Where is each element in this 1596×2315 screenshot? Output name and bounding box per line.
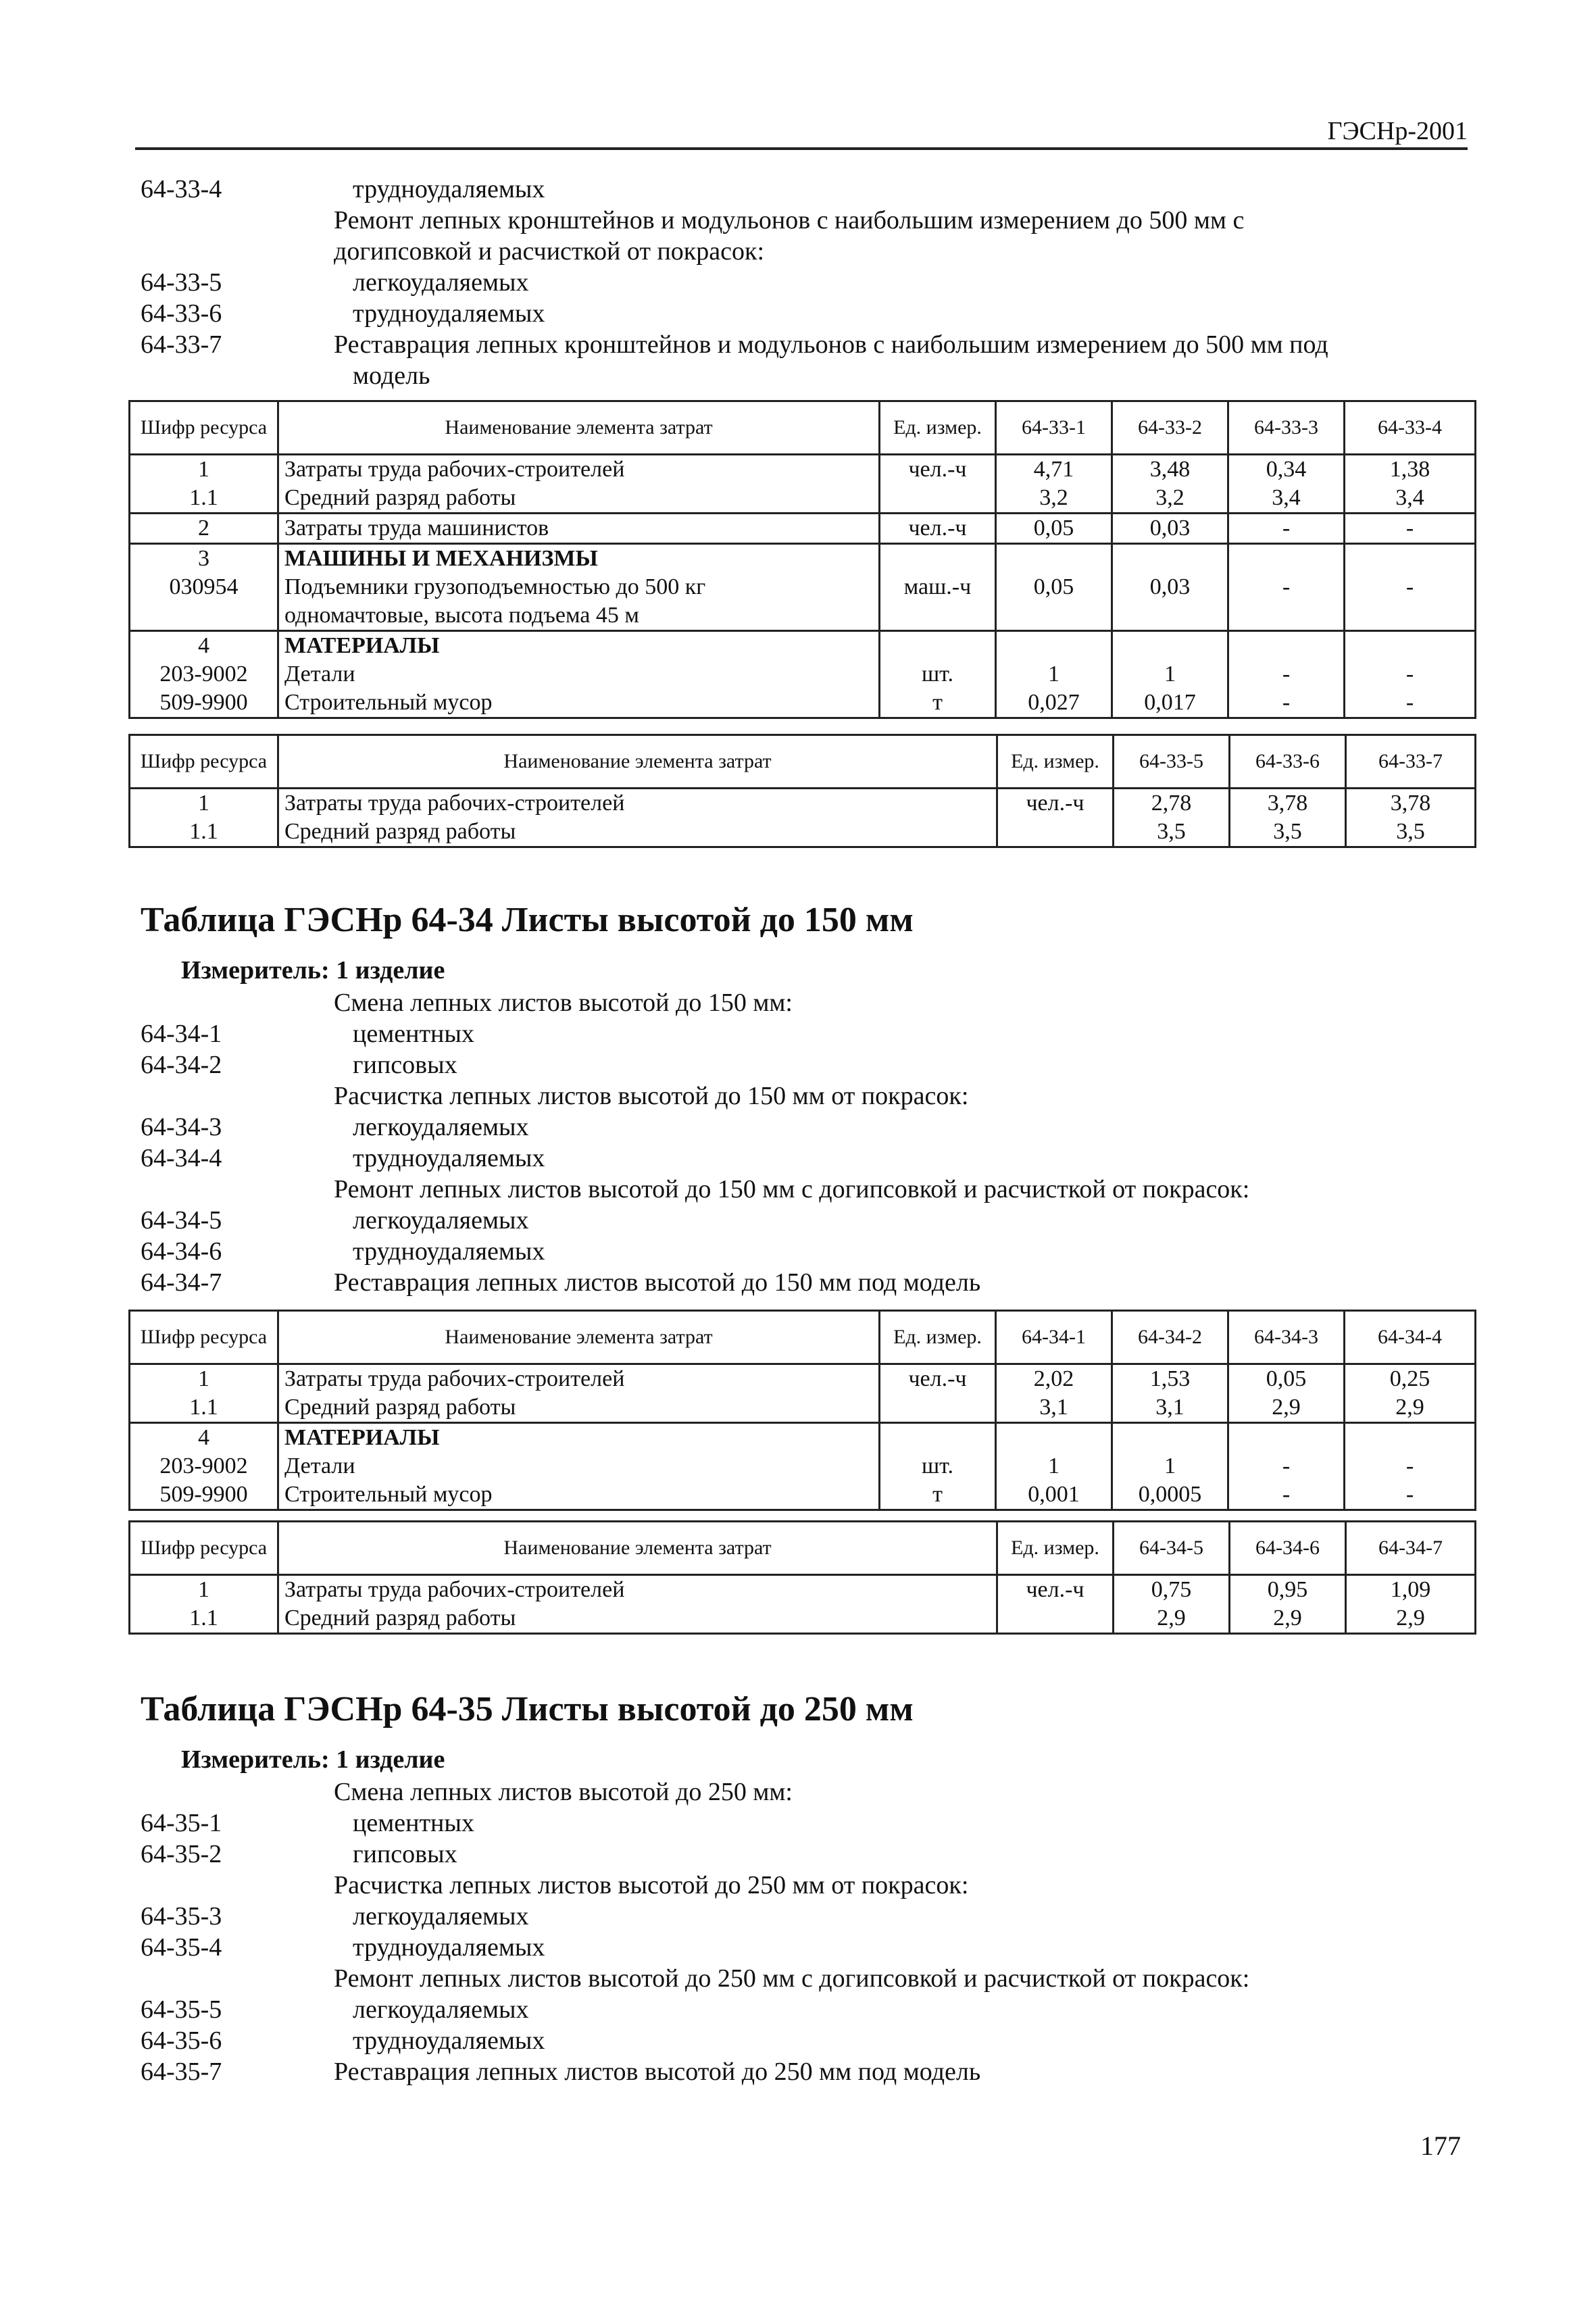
unit-value [886, 484, 989, 512]
work-item-code: 64-34-5 [141, 1206, 222, 1235]
work-item-text: легкоудаляемых [353, 1995, 529, 2024]
norm-value [1118, 632, 1222, 660]
work-item-text: легкоудаляемых [353, 1113, 529, 1141]
resource-code: 203-9002 [159, 662, 248, 687]
norm-value-cell [1112, 514, 1228, 544]
norm-value-cell [1346, 789, 1476, 847]
norm-value-cell [1112, 1423, 1228, 1510]
norm-value: - [1282, 690, 1291, 715]
work-item-text: легкоудаляемых [353, 268, 529, 297]
work-item-text: легкоудаляемых [353, 1902, 529, 1931]
norm-value-cell [1114, 789, 1230, 847]
resource-code: 1.1 [189, 1605, 218, 1631]
work-item-text: Реставрация лепных листов высотой до 150 мм под модель [334, 1268, 981, 1297]
norm-value: 0,05 [1033, 574, 1074, 599]
header-norm-column: 64-34-6 [1230, 1522, 1346, 1575]
norm-value [1351, 1424, 1469, 1452]
header-divider [135, 147, 1468, 150]
cost-element-cell [278, 455, 880, 514]
cost-element-name: Затраты труда рабочих-строителей [284, 457, 625, 482]
norm-value: 2,9 [1157, 1605, 1186, 1631]
cost-element-name: Затраты труда рабочих-строителей [284, 1366, 625, 1391]
work-item-code: 64-35-7 [141, 2058, 222, 2086]
work-item-code: 64-33-5 [141, 268, 222, 297]
work-item-code: 64-33-7 [141, 330, 222, 359]
header-unit: Ед. измер. [997, 1522, 1114, 1575]
norm-value: 2,9 [1395, 1395, 1424, 1420]
norm-value: - [1405, 574, 1414, 599]
work-item-text: гипсовых [353, 1840, 457, 1868]
unit-value [886, 601, 989, 630]
norm-value: 3,78 [1267, 791, 1308, 816]
header-cost-element: Наименование элемента затрат [278, 1311, 880, 1364]
resource-code-cell [130, 631, 278, 718]
cost-element-cell [278, 1423, 880, 1510]
norm-value-cell [996, 544, 1112, 631]
resource-code: 4 [198, 633, 209, 658]
cost-element-cell [278, 631, 880, 718]
header-norm-column: 64-34-1 [996, 1311, 1112, 1364]
cost-element-name: МАТЕРИАЛЫ [284, 1425, 440, 1450]
norm-value-cell [1112, 455, 1228, 514]
norm-value [1118, 1424, 1222, 1452]
norm-value-cell [996, 514, 1112, 544]
work-item-code: 64-35-1 [141, 1809, 222, 1837]
norm-value-cell [1230, 1575, 1346, 1634]
header-norm-column: 64-34-4 [1345, 1311, 1476, 1364]
work-item-text: Ремонт лепных листов высотой до 150 мм с догипсовкой и расчисткой от покрасок: [334, 1175, 1250, 1203]
resource-code: 1 [198, 791, 209, 816]
table-row [130, 1364, 1476, 1423]
norm-value [1118, 601, 1222, 630]
cost-element-name: одномачтовые, высота подъема 45 м [284, 603, 639, 628]
norm-value: 0,34 [1266, 457, 1307, 482]
work-item-text: цементных [353, 1809, 474, 1837]
unit-value [1003, 818, 1107, 846]
unit-value: чел.-ч [908, 457, 967, 482]
header-unit: Ед. измер. [880, 401, 996, 455]
norm-value: 0,03 [1149, 574, 1191, 599]
norm-value: - [1405, 516, 1414, 541]
cost-element-cell [278, 514, 880, 544]
norm-value: 3,78 [1390, 791, 1431, 816]
cost-element-name: Средний разряд работы [284, 1605, 516, 1631]
norm-value-cell [996, 455, 1112, 514]
norm-value [1002, 601, 1105, 630]
unit-value [1003, 1604, 1107, 1633]
cost-element-name: Детали [284, 1453, 355, 1478]
work-item-text: Смена лепных листов высотой до 250 мм: [334, 1778, 793, 1806]
table-row [130, 1423, 1476, 1510]
work-item-text: гипсовых [353, 1051, 457, 1079]
norm-value: - [1282, 574, 1291, 599]
work-item-text: Реставрация лепных листов высотой до 250 мм под модель [334, 2058, 981, 2086]
cost-element-name: Строительный мусор [284, 690, 493, 715]
resource-code: 4 [198, 1425, 209, 1450]
unit-value [886, 1424, 989, 1452]
norm-value [1351, 545, 1469, 573]
norm-value: 2,9 [1273, 1605, 1302, 1631]
norm-value: 4,71 [1033, 457, 1074, 482]
norm-value [1235, 601, 1338, 630]
header-cost-element: Наименование элемента затрат [278, 1522, 997, 1575]
work-item-text: модель [353, 362, 430, 390]
header-norm-column: 64-33-3 [1228, 401, 1345, 455]
header-resource-code: Шифр ресурса [130, 735, 278, 789]
work-item-code: 64-35-3 [141, 1902, 222, 1931]
unit-cell [880, 544, 996, 631]
norm-value: 0,03 [1149, 516, 1191, 541]
norm-value [1002, 1424, 1105, 1452]
unit-value [886, 545, 989, 573]
cost-element-name: МАШИНЫ И МЕХАНИЗМЫ [284, 546, 598, 571]
norm-value [1351, 601, 1469, 630]
resource-code: 203-9002 [159, 1453, 248, 1478]
resource-code: 1.1 [189, 485, 218, 510]
norm-value: 3,5 [1157, 819, 1186, 844]
resource-code [136, 601, 272, 630]
unit-value: маш.-ч [903, 574, 972, 599]
norm-value-cell [1114, 1575, 1230, 1634]
resource-code-cell [130, 455, 278, 514]
resource-code: 030954 [169, 574, 239, 599]
norm-value-cell [1346, 1575, 1476, 1634]
header-norm-column: 64-34-2 [1112, 1311, 1228, 1364]
unit-value [886, 632, 989, 660]
work-item-text: трудноудаляемых [353, 1144, 545, 1172]
cost-element-name: Затраты труда рабочих-строителей [284, 791, 625, 816]
cost-element-name: Средний разряд работы [284, 485, 516, 510]
header-norm-column: 64-33-4 [1345, 401, 1476, 455]
norm-table-64-33-1-4 [128, 400, 1476, 719]
work-item-code: 64-33-6 [141, 299, 222, 328]
norm-value: 1,09 [1390, 1577, 1431, 1602]
norm-value [1002, 545, 1105, 573]
norm-table-64-34-1-4 [128, 1310, 1476, 1511]
unit-cell [997, 1575, 1114, 1634]
work-item-text: цементных [353, 1020, 474, 1048]
unit-cell [880, 1364, 996, 1423]
norm-value: 2,9 [1272, 1395, 1301, 1420]
norm-value: 3,2 [1155, 485, 1184, 510]
norm-value: 3,4 [1395, 485, 1424, 510]
header-norm-column: 64-34-5 [1114, 1522, 1230, 1575]
meter-64-34: Измеритель: 1 изделие [181, 956, 445, 985]
norm-value: 0,05 [1266, 1366, 1307, 1391]
header-resource-code: Шифр ресурса [130, 401, 278, 455]
header-norm-column: 64-33-1 [996, 401, 1112, 455]
header-cost-element: Наименование элемента затрат [278, 401, 880, 455]
cost-element-name: Затраты труда рабочих-строителей [284, 1577, 625, 1602]
norm-value: 3,2 [1039, 485, 1068, 510]
unit-cell [997, 789, 1114, 847]
cost-element-cell [278, 1575, 997, 1634]
resource-code: 2 [198, 516, 209, 541]
cost-element-cell [278, 789, 997, 847]
cost-element-name: Подъемники грузоподъемностью до 500 кг [284, 574, 706, 599]
meter-64-35: Измеритель: 1 изделие [181, 1745, 445, 1774]
norm-value: - [1405, 662, 1414, 687]
norm-value-cell [1228, 514, 1345, 544]
unit-value: т [932, 1482, 943, 1507]
norm-value: 2,78 [1151, 791, 1192, 816]
work-item-text: трудноудаляемых [353, 2026, 545, 2055]
norm-value-cell [1345, 544, 1476, 631]
norm-value [1235, 632, 1338, 660]
resource-code-cell [130, 1575, 278, 1634]
cost-element-name: Затраты труда машинистов [284, 516, 549, 541]
resource-code: 1 [198, 1577, 209, 1602]
work-item-code: 64-34-7 [141, 1268, 222, 1297]
unit-value: чел.-ч [1026, 1577, 1084, 1602]
resource-code: 509-9900 [159, 1482, 248, 1507]
norm-table-64-33-5-7 [128, 734, 1476, 848]
work-item-text: трудноудаляемых [353, 299, 545, 328]
work-item-code: 64-34-1 [141, 1020, 222, 1048]
unit-cell [880, 631, 996, 718]
norm-value: 0,027 [1028, 690, 1080, 715]
header-norm-column: 64-33-6 [1230, 735, 1346, 789]
header-resource-code: Шифр ресурса [130, 1522, 278, 1575]
norm-value: 3,48 [1149, 457, 1191, 482]
work-item-code: 64-34-2 [141, 1051, 222, 1079]
norm-value: - [1282, 1482, 1291, 1507]
work-item-code: 64-34-6 [141, 1237, 222, 1266]
work-item-text: трудноудаляемых [353, 175, 545, 203]
norm-value [1118, 545, 1222, 573]
table-row [130, 1575, 1476, 1634]
table-title-64-35: Таблица ГЭСНр 64-35 Листы высотой до 250 мм [141, 1690, 914, 1728]
resource-code-cell [130, 514, 278, 544]
norm-value: 0,05 [1033, 516, 1074, 541]
resource-code-cell [130, 789, 278, 847]
resource-code-cell [130, 544, 278, 631]
unit-cell [880, 455, 996, 514]
norm-value-cell [1345, 514, 1476, 544]
norm-value-cell [1345, 455, 1476, 514]
norm-value: 0,001 [1028, 1482, 1080, 1507]
norm-value-cell [996, 1423, 1112, 1510]
cost-element-cell [278, 1364, 880, 1423]
norm-value [1235, 545, 1338, 573]
header-norm-column: 64-33-2 [1112, 401, 1228, 455]
norm-value: - [1405, 1453, 1414, 1478]
norm-value: 1 [1048, 1453, 1059, 1478]
header-norm-column: 64-34-7 [1346, 1522, 1476, 1575]
cost-element-name: Средний разряд работы [284, 819, 516, 844]
resource-code: 1 [198, 457, 209, 482]
norm-value [1235, 1424, 1338, 1452]
norm-value: 3,5 [1273, 819, 1302, 844]
norm-value: 1,38 [1389, 457, 1430, 482]
resource-code-cell [130, 1364, 278, 1423]
work-item-text: Реставрация лепных кронштейнов и модульонов с наибольшим измерением до 500 мм под [334, 330, 1328, 359]
norm-value: 3,4 [1272, 485, 1301, 510]
norm-value: - [1405, 690, 1414, 715]
work-item-text: Смена лепных листов высотой до 150 мм: [334, 989, 793, 1017]
work-item-text: Ремонт лепных кронштейнов и модульонов с наибольшим измерением до 500 мм с [334, 206, 1245, 234]
norm-value-cell [1345, 631, 1476, 718]
norm-value: 1 [1048, 662, 1059, 687]
norm-value: 2,02 [1033, 1366, 1074, 1391]
norm-value [1002, 632, 1105, 660]
norm-value: 0,95 [1267, 1577, 1308, 1602]
norm-value: 3,1 [1039, 1395, 1068, 1420]
unit-cell [880, 1423, 996, 1510]
work-item-text: Расчистка лепных листов высотой до 250 мм от покрасок: [334, 1871, 969, 1899]
norm-value: 0,25 [1389, 1366, 1430, 1391]
work-item-text: трудноудаляемых [353, 1237, 545, 1266]
unit-value: шт. [922, 662, 953, 687]
work-item-text: Ремонт лепных листов высотой до 250 мм с догипсовкой и расчисткой от покрасок: [334, 1964, 1250, 1993]
norm-value: - [1282, 662, 1291, 687]
header-norm-column: 64-33-5 [1114, 735, 1230, 789]
table-row [130, 455, 1476, 514]
norm-value: 0,0005 [1138, 1482, 1202, 1507]
header-unit: Ед. измер. [997, 735, 1114, 789]
work-item-code: 64-35-4 [141, 1933, 222, 1962]
resource-code: 1.1 [189, 1395, 218, 1420]
norm-value-cell [1228, 455, 1345, 514]
cost-element-name: Средний разряд работы [284, 1395, 516, 1420]
cost-element-name: Детали [284, 662, 355, 687]
norm-value: 3,1 [1155, 1395, 1184, 1420]
norm-value: 1,53 [1149, 1366, 1191, 1391]
header-cost-element: Наименование элемента затрат [278, 735, 997, 789]
norm-value: 0,017 [1144, 690, 1196, 715]
work-item-code: 64-34-4 [141, 1144, 222, 1172]
norm-value: 2,9 [1396, 1605, 1425, 1631]
cost-element-name: Строительный мусор [284, 1482, 493, 1507]
unit-value [886, 1393, 989, 1422]
norm-value-cell [1345, 1364, 1476, 1423]
resource-code: 1 [198, 1366, 209, 1391]
norm-value-cell [1112, 544, 1228, 631]
norm-value-cell [1345, 1423, 1476, 1510]
cost-element-name: МАТЕРИАЛЫ [284, 633, 440, 658]
table-row [130, 789, 1476, 847]
unit-cell [880, 514, 996, 544]
header-norm-column: 64-34-3 [1228, 1311, 1345, 1364]
norm-value: 1 [1164, 662, 1176, 687]
norm-value: - [1282, 516, 1291, 541]
norm-value-cell [1228, 631, 1345, 718]
page-number: 177 [1420, 2131, 1461, 2161]
header-resource-code: Шифр ресурса [130, 1311, 278, 1364]
norm-value-cell [1112, 1364, 1228, 1423]
norm-table-64-34-5-7 [128, 1520, 1476, 1635]
unit-value: чел.-ч [908, 516, 967, 541]
work-item-code: 64-33-4 [141, 175, 222, 203]
work-item-text: Расчистка лепных листов высотой до 150 мм от покрасок: [334, 1082, 969, 1110]
norm-value: - [1405, 1482, 1414, 1507]
unit-value: шт. [922, 1453, 953, 1478]
work-item-text: трудноудаляемых [353, 1933, 545, 1962]
norm-value-cell [1228, 544, 1345, 631]
norm-value-cell [996, 631, 1112, 718]
norm-value-cell [1112, 631, 1228, 718]
unit-value: чел.-ч [908, 1366, 967, 1391]
norm-value-cell [1228, 1423, 1345, 1510]
resource-code: 3 [198, 546, 209, 571]
table-row [130, 544, 1476, 631]
header-norm-column: 64-33-7 [1346, 735, 1476, 789]
norm-value: 3,5 [1396, 819, 1425, 844]
work-item-text: легкоудаляемых [353, 1206, 529, 1235]
cost-element-cell [278, 544, 880, 631]
norm-value: 1 [1164, 1453, 1176, 1478]
document-code: ГЭСНр-2001 [1327, 117, 1468, 145]
unit-value: чел.-ч [1026, 791, 1084, 816]
norm-value: - [1282, 1453, 1291, 1478]
header-unit: Ед. измер. [880, 1311, 996, 1364]
work-item-code: 64-35-2 [141, 1840, 222, 1868]
unit-value: т [932, 690, 943, 715]
norm-value-cell [996, 1364, 1112, 1423]
resource-code: 509-9900 [159, 690, 248, 715]
norm-value: 0,75 [1151, 1577, 1192, 1602]
norm-value [1351, 632, 1469, 660]
work-item-code: 64-35-5 [141, 1995, 222, 2024]
table-title-64-34: Таблица ГЭСНр 64-34 Листы высотой до 150 мм [141, 901, 914, 939]
norm-value-cell [1228, 1364, 1345, 1423]
resource-code: 1.1 [189, 819, 218, 844]
table-row [130, 631, 1476, 718]
table-row [130, 514, 1476, 544]
work-item-code: 64-34-3 [141, 1113, 222, 1141]
work-item-text: догипсовкой и расчисткой от покрасок: [334, 237, 765, 266]
norm-value-cell [1230, 789, 1346, 847]
work-item-code: 64-35-6 [141, 2026, 222, 2055]
resource-code-cell [130, 1423, 278, 1510]
